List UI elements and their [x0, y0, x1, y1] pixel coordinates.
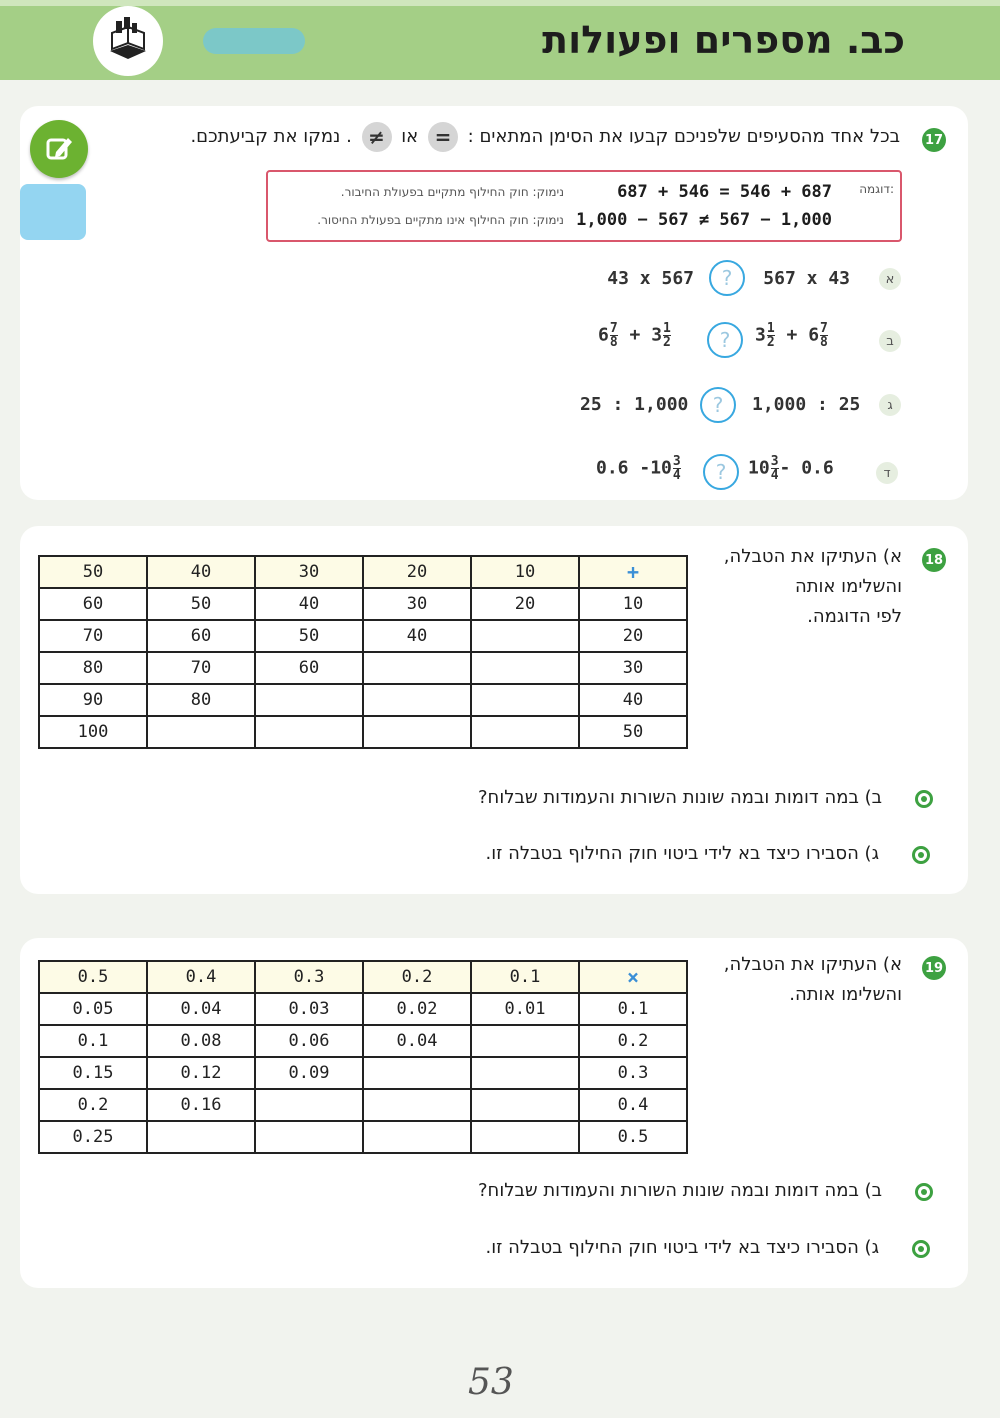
table-cell[interactable] [255, 716, 363, 748]
answer-box-button[interactable] [20, 184, 86, 240]
whole: 6 [598, 324, 609, 346]
table-cell: 20 [363, 556, 471, 588]
table-row [39, 620, 687, 652]
table-cell: 60 [147, 620, 255, 652]
item-a-right: 567 x 43 [763, 268, 850, 289]
table-cell: 80 [39, 652, 147, 684]
whole: 3 [651, 324, 663, 346]
table-cell: 0.04 [147, 993, 255, 1025]
fraction [771, 455, 779, 482]
item-c-left: 25 : 1,000 [580, 394, 689, 415]
table-cell: 0.1 [579, 993, 687, 1025]
table-cell[interactable] [471, 1025, 579, 1057]
denominator: 2 [663, 335, 671, 350]
equals-symbol: = [428, 122, 458, 152]
q17-instruction [190, 122, 900, 152]
table-row [39, 1025, 687, 1057]
table-cell: 70 [39, 620, 147, 652]
table-cell[interactable] [363, 684, 471, 716]
table-cell[interactable] [471, 1089, 579, 1121]
table-row [39, 993, 687, 1025]
denominator: 8 [820, 335, 828, 350]
whole: 6 [808, 324, 820, 346]
example-box [266, 170, 902, 242]
table-cell: 0.15 [39, 1057, 147, 1089]
table-cell: 0.16 [147, 1089, 255, 1121]
table-cell: 100 [39, 716, 147, 748]
fraction [767, 322, 775, 349]
table-cell[interactable] [363, 1121, 471, 1153]
table-operator-cell: × [579, 961, 687, 993]
table-cell: 40 [255, 588, 363, 620]
table-cell: 30 [363, 588, 471, 620]
q18-part-c: ג) הסבירו כיצד בא לידי ביטוי חוק החילוף בטבלה זו. [485, 843, 879, 864]
remainder: - 0.6 [779, 457, 834, 479]
item-d-right [748, 455, 834, 482]
table-cell: 0.2 [39, 1089, 147, 1121]
table-cell: 0.01 [471, 993, 579, 1025]
table-cell[interactable] [363, 1057, 471, 1089]
table-cell[interactable] [471, 716, 579, 748]
edit-button[interactable] [30, 120, 88, 178]
example-note-2: נימוק: חוק החילוף אינו מתקיים בפעולת החיסור. [317, 213, 564, 227]
table-row [39, 716, 687, 748]
table-cell: 20 [471, 588, 579, 620]
numerator: 1 [766, 321, 775, 336]
table-operator-cell: + [579, 556, 687, 588]
q18-part-b: ב) במה דומות ובמה שונות השורות והעמודות שבלוח? [478, 787, 882, 808]
q19-part-b: ב) במה דומות ובמה שונות השורות והעמודות שבלוח? [478, 1180, 882, 1201]
table-cell: 0.03 [255, 993, 363, 1025]
table-cell: 70 [147, 652, 255, 684]
q18-part-a [724, 542, 902, 632]
operator: + [629, 324, 641, 346]
or-text: או [401, 126, 419, 147]
table-cell: 0.5 [579, 1121, 687, 1153]
whole: 10 [650, 457, 672, 479]
table-cell[interactable] [471, 1121, 579, 1153]
numerator: 1 [663, 321, 671, 336]
fraction [663, 322, 671, 349]
item-letter-c: ג [879, 394, 901, 416]
table-row [39, 1089, 687, 1121]
table-cell: 60 [39, 588, 147, 620]
fraction [820, 322, 828, 349]
table-cell: 90 [39, 684, 147, 716]
table-cell: 50 [579, 716, 687, 748]
table-cell[interactable] [255, 684, 363, 716]
answer-circle-a[interactable]: ? [709, 260, 745, 296]
denominator: 8 [609, 335, 618, 350]
table-cell: 0.2 [579, 1025, 687, 1057]
denominator: 4 [770, 468, 779, 483]
table-cell: 0.2 [363, 961, 471, 993]
table-cell: 60 [255, 652, 363, 684]
denominator: 2 [766, 335, 775, 350]
table-cell: 50 [147, 588, 255, 620]
table-cell: 0.12 [147, 1057, 255, 1089]
table-cell: 50 [39, 556, 147, 588]
item-d-left [596, 455, 682, 482]
item-b-right [755, 322, 829, 349]
table-cell: 0.06 [255, 1025, 363, 1057]
example-row-2: 1,000 − 567 ≠ 567 − 1,000 [576, 210, 832, 230]
numerator: 7 [820, 321, 828, 336]
table-cell: 20 [579, 620, 687, 652]
book-logo-icon [93, 6, 163, 76]
part-a-line: א) העתיקו את הטבלה, [723, 546, 902, 567]
table-cell: 40 [579, 684, 687, 716]
table-cell[interactable] [471, 1057, 579, 1089]
instruction-end-text: . נמקו את קביעתכם. [190, 126, 352, 147]
exercise-card-17 [20, 106, 968, 500]
table-cell: 10 [471, 556, 579, 588]
table-cell[interactable] [363, 652, 471, 684]
item-c-right: 1,000 : 25 [752, 394, 861, 415]
addition-table [38, 555, 688, 749]
q19-part-c: ג) הסבירו כיצד בא לידי ביטוי חוק החילוף בטבלה זו. [485, 1237, 879, 1258]
table-cell[interactable] [363, 716, 471, 748]
table-cell: 0.4 [579, 1089, 687, 1121]
question-number-17: 17 [922, 128, 946, 152]
table-cell: 30 [255, 556, 363, 588]
table-cell: 10 [579, 588, 687, 620]
table-cell: 0.25 [39, 1121, 147, 1153]
pencil-icon [44, 134, 74, 164]
table-cell: 0.4 [147, 961, 255, 993]
table-cell[interactable] [471, 684, 579, 716]
item-a-left: 43 x 567 [607, 268, 694, 289]
part-a-line: והשלימו אותה [794, 576, 902, 597]
table-row [39, 961, 687, 993]
item-b-left [598, 322, 672, 349]
table-cell[interactable] [255, 1089, 363, 1121]
bullet-icon [915, 790, 933, 808]
fraction [673, 455, 681, 482]
table-cell: 0.5 [39, 961, 147, 993]
answer-circle-b[interactable]: ? [707, 322, 743, 358]
question-number-19: 19 [922, 956, 946, 980]
table-cell: 0.1 [39, 1025, 147, 1057]
part-a-line: והשלימו אותה. [789, 984, 902, 1005]
example-row-1: 687 + 546 = 546 + 687 [617, 182, 832, 202]
operator: + [786, 324, 798, 346]
table-row [39, 1121, 687, 1153]
table-cell: 40 [147, 556, 255, 588]
table-row [39, 588, 687, 620]
table-cell: 0.04 [363, 1025, 471, 1057]
table-cell: 40 [363, 620, 471, 652]
table-cell: 0.3 [579, 1057, 687, 1089]
table-row [39, 684, 687, 716]
item-letter-b: ב [879, 330, 901, 352]
instruction-text: בכל אחד מהסעיפים שלפניכם קבעו את הסימן המתאים : [467, 126, 900, 147]
fraction [610, 322, 618, 349]
table-cell: 0.08 [147, 1025, 255, 1057]
table-cell: 0.3 [255, 961, 363, 993]
table-cell: 30 [579, 652, 687, 684]
table-cell[interactable] [147, 716, 255, 748]
not-equal-symbol: ≠ [362, 122, 392, 152]
table-cell: 0.09 [255, 1057, 363, 1089]
header-pill-button[interactable] [203, 28, 305, 54]
table-cell: 80 [147, 684, 255, 716]
table-cell: 0.02 [363, 993, 471, 1025]
table-cell: 0.1 [471, 961, 579, 993]
item-letter-a: א [879, 268, 901, 290]
multiplication-table [38, 960, 688, 1154]
table-cell: 0.05 [39, 993, 147, 1025]
answer-circle-c[interactable]: ? [700, 387, 736, 423]
table-cell[interactable] [147, 1121, 255, 1153]
numerator: 3 [770, 454, 779, 469]
example-label: דוגמה: [859, 182, 894, 196]
answer-circle-d[interactable]: ? [703, 454, 739, 490]
bullet-icon [912, 846, 930, 864]
bullet-icon [912, 1240, 930, 1258]
table-row [39, 1057, 687, 1089]
table-cell: 50 [255, 620, 363, 652]
numerator: 7 [609, 321, 618, 336]
table-cell[interactable] [363, 1089, 471, 1121]
table-row [39, 556, 687, 588]
part-a-line: א) העתיקו את הטבלה, [723, 954, 902, 975]
page-title: כב. מספרים ופעולות [542, 18, 905, 62]
table-cell[interactable] [471, 620, 579, 652]
table-cell[interactable] [255, 1121, 363, 1153]
numerator: 3 [672, 454, 681, 469]
item-letter-d: ד [876, 462, 898, 484]
prefix: 0.6 - [596, 457, 651, 479]
q19-part-a [724, 950, 902, 1010]
denominator: 4 [672, 468, 681, 483]
header-strip [0, 0, 1000, 6]
question-number-18: 18 [922, 548, 946, 572]
whole: 3 [755, 324, 766, 346]
whole: 10 [748, 457, 770, 479]
example-note-1: נימוק: חוק החילוף מתקיים בפעולת החיבור. [340, 185, 564, 199]
page-number: 53 [468, 1362, 514, 1403]
bullet-icon [915, 1183, 933, 1201]
table-row [39, 652, 687, 684]
part-a-line: לפי הדוגמה. [807, 606, 902, 627]
table-cell[interactable] [471, 652, 579, 684]
